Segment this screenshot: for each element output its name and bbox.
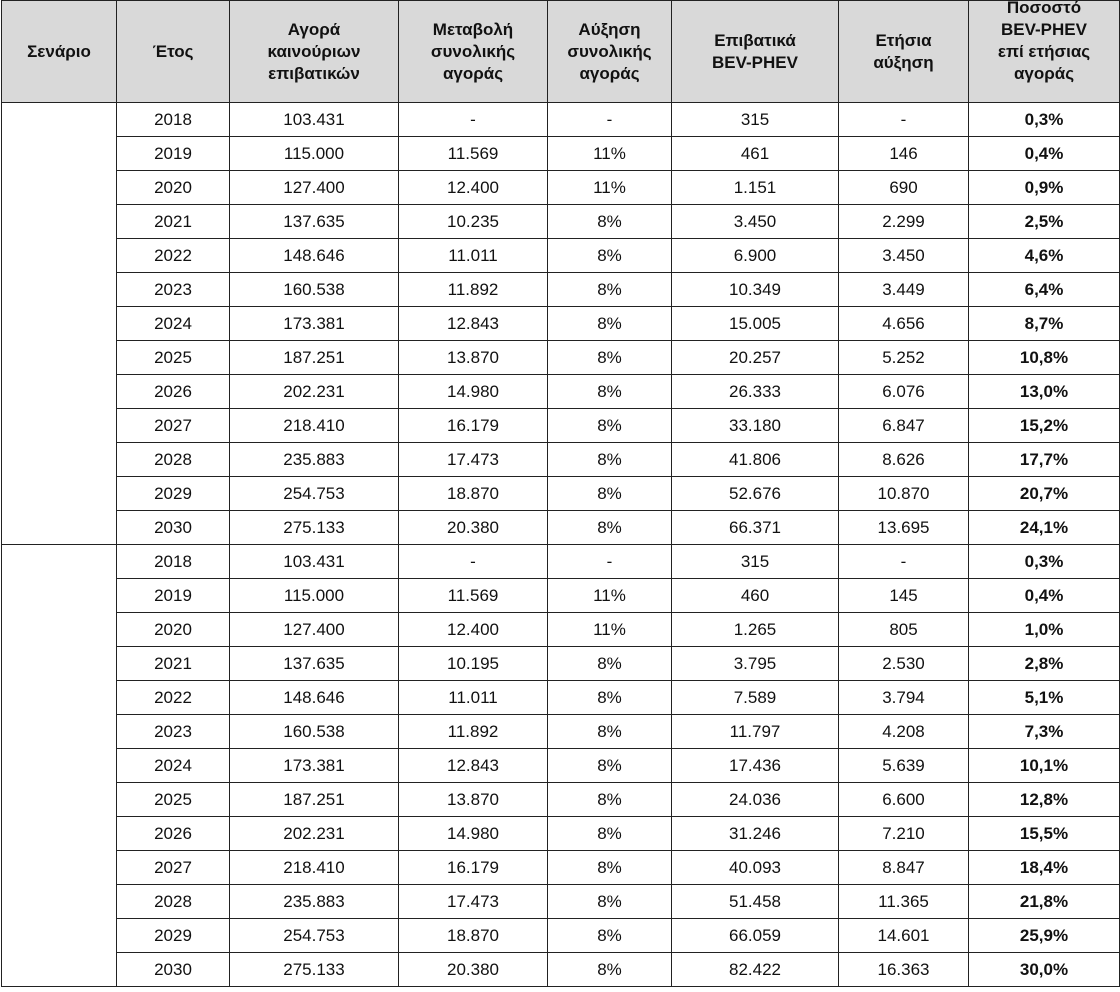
market-change-cell: 11.892: [399, 273, 548, 307]
scenario-label-cell: [2, 103, 117, 545]
new-cars-cell: 202.231: [230, 375, 399, 409]
table-row: [2, 477, 1120, 511]
annual-increase-cell: 5.252: [839, 341, 969, 375]
annual-increase-cell: -: [839, 545, 969, 579]
column-header: [230, 1, 399, 103]
bev-phev-cell: 51.458: [672, 885, 839, 919]
bev-phev-cell: 52.676: [672, 477, 839, 511]
bev-phev-cell: 3.795: [672, 647, 839, 681]
table-row: [2, 171, 1120, 205]
year-cell: 2030: [117, 953, 230, 987]
year-cell: 2028: [117, 443, 230, 477]
market-growth-cell: 8%: [548, 953, 672, 987]
bev-phev-share-cell: 24,1%: [969, 511, 1120, 545]
market-growth-cell: 8%: [548, 749, 672, 783]
market-change-cell: 12.400: [399, 613, 548, 647]
column-header-label: Επιβατικά BEV-PHEV: [712, 30, 798, 72]
market-change-cell: 11.011: [399, 239, 548, 273]
bev-phev-cell: 461: [672, 137, 839, 171]
annual-increase-cell: -: [839, 103, 969, 137]
year-cell: 2021: [117, 205, 230, 239]
year-cell: 2021: [117, 647, 230, 681]
annual-increase-cell: 6.600: [839, 783, 969, 817]
column-header-label: Μεταβολή συνολικής αγοράς: [430, 19, 516, 83]
bev-phev-share-cell: 21,8%: [969, 885, 1120, 919]
market-growth-cell: 8%: [548, 273, 672, 307]
market-growth-cell: 11%: [548, 171, 672, 205]
bev-phev-share-cell: 6,4%: [969, 273, 1120, 307]
market-growth-cell: 8%: [548, 715, 672, 749]
market-growth-cell: -: [548, 545, 672, 579]
table-row: [2, 885, 1120, 919]
bev-phev-cell: 24.036: [672, 783, 839, 817]
annual-increase-cell: 2.530: [839, 647, 969, 681]
column-header: [117, 1, 230, 103]
market-change-cell: 11.011: [399, 681, 548, 715]
bev-phev-share-cell: 17,7%: [969, 443, 1120, 477]
table-row: [2, 545, 1120, 579]
column-header-label: Σενάριο: [27, 41, 91, 61]
market-growth-cell: 8%: [548, 885, 672, 919]
market-change-cell: 12.843: [399, 749, 548, 783]
market-growth-cell: 8%: [548, 409, 672, 443]
year-cell: 2027: [117, 851, 230, 885]
market-growth-cell: 8%: [548, 511, 672, 545]
year-cell: 2029: [117, 477, 230, 511]
new-cars-cell: 103.431: [230, 103, 399, 137]
table-row: [2, 443, 1120, 477]
year-cell: 2026: [117, 817, 230, 851]
column-header: [839, 1, 969, 103]
column-header-label: Αγορά καινούριων επιβατικών: [267, 19, 361, 83]
new-cars-cell: 202.231: [230, 817, 399, 851]
new-cars-cell: 275.133: [230, 511, 399, 545]
market-growth-cell: 8%: [548, 341, 672, 375]
bev-phev-cell: 6.900: [672, 239, 839, 273]
new-cars-cell: 254.753: [230, 919, 399, 953]
new-cars-cell: 235.883: [230, 443, 399, 477]
market-growth-cell: 8%: [548, 205, 672, 239]
market-change-cell: 16.179: [399, 409, 548, 443]
market-change-cell: 14.980: [399, 817, 548, 851]
new-cars-cell: 148.646: [230, 681, 399, 715]
bev-phev-cell: 1.151: [672, 171, 839, 205]
bev-phev-cell: 41.806: [672, 443, 839, 477]
market-change-cell: 11.569: [399, 137, 548, 171]
bev-phev-share-cell: 7,3%: [969, 715, 1120, 749]
annual-increase-cell: 7.210: [839, 817, 969, 851]
bev-phev-share-cell: 0,9%: [969, 171, 1120, 205]
annual-increase-cell: 146: [839, 137, 969, 171]
bev-phev-cell: 315: [672, 545, 839, 579]
bev-phev-share-cell: 0,3%: [969, 545, 1120, 579]
new-cars-cell: 218.410: [230, 409, 399, 443]
year-cell: 2022: [117, 681, 230, 715]
annual-increase-cell: 3.794: [839, 681, 969, 715]
scenario-table: [1, 0, 1120, 987]
new-cars-cell: 115.000: [230, 137, 399, 171]
year-cell: 2023: [117, 273, 230, 307]
bev-phev-cell: 20.257: [672, 341, 839, 375]
table-row: [2, 817, 1120, 851]
bev-phev-share-cell: 20,7%: [969, 477, 1120, 511]
market-growth-cell: 11%: [548, 137, 672, 171]
bev-phev-cell: 15.005: [672, 307, 839, 341]
market-change-cell: 13.870: [399, 783, 548, 817]
table-row: [2, 375, 1120, 409]
table-row: [2, 579, 1120, 613]
annual-increase-cell: 6.847: [839, 409, 969, 443]
market-growth-cell: 8%: [548, 239, 672, 273]
annual-increase-cell: 3.450: [839, 239, 969, 273]
year-cell: 2027: [117, 409, 230, 443]
table-row: [2, 681, 1120, 715]
annual-increase-cell: 4.656: [839, 307, 969, 341]
bev-phev-cell: 82.422: [672, 953, 839, 987]
bev-phev-share-cell: 0,3%: [969, 103, 1120, 137]
market-change-cell: 18.870: [399, 477, 548, 511]
year-cell: 2025: [117, 341, 230, 375]
market-change-cell: 11.892: [399, 715, 548, 749]
column-header-label: Ετήσια αύξηση: [873, 30, 934, 72]
year-cell: 2023: [117, 715, 230, 749]
annual-increase-cell: 10.870: [839, 477, 969, 511]
table-row: [2, 783, 1120, 817]
table-row: [2, 137, 1120, 171]
bev-phev-share-cell: 8,7%: [969, 307, 1120, 341]
new-cars-cell: 173.381: [230, 749, 399, 783]
annual-increase-cell: 2.299: [839, 205, 969, 239]
annual-increase-cell: 16.363: [839, 953, 969, 987]
year-cell: 2028: [117, 885, 230, 919]
market-change-cell: 10.195: [399, 647, 548, 681]
annual-increase-cell: 6.076: [839, 375, 969, 409]
bev-phev-cell: 33.180: [672, 409, 839, 443]
market-change-cell: -: [399, 545, 548, 579]
market-change-cell: 12.400: [399, 171, 548, 205]
market-growth-cell: 8%: [548, 851, 672, 885]
scenario-label-cell: [2, 545, 117, 987]
market-growth-cell: -: [548, 103, 672, 137]
bev-phev-cell: 17.436: [672, 749, 839, 783]
annual-increase-cell: 8.847: [839, 851, 969, 885]
table-row: [2, 715, 1120, 749]
bev-phev-share-cell: 5,1%: [969, 681, 1120, 715]
column-header-label: Αύξηση συνολικής αγοράς: [567, 19, 652, 83]
header-row: [2, 1, 1120, 103]
table-row: [2, 341, 1120, 375]
table-row: [2, 851, 1120, 885]
market-change-cell: 11.569: [399, 579, 548, 613]
new-cars-cell: 127.400: [230, 171, 399, 205]
annual-increase-cell: 11.365: [839, 885, 969, 919]
market-growth-cell: 8%: [548, 647, 672, 681]
year-cell: 2026: [117, 375, 230, 409]
market-growth-cell: 11%: [548, 579, 672, 613]
table-row: [2, 647, 1120, 681]
column-header-label: Έτος: [152, 41, 194, 61]
bev-phev-share-cell: 15,2%: [969, 409, 1120, 443]
market-growth-cell: 8%: [548, 783, 672, 817]
table-row: [2, 273, 1120, 307]
market-change-cell: 10.235: [399, 205, 548, 239]
annual-increase-cell: 145: [839, 579, 969, 613]
bev-phev-share-cell: 13,0%: [969, 375, 1120, 409]
year-cell: 2024: [117, 307, 230, 341]
new-cars-cell: 235.883: [230, 885, 399, 919]
column-header: [2, 1, 117, 103]
market-change-cell: 13.870: [399, 341, 548, 375]
bev-phev-share-cell: 10,1%: [969, 749, 1120, 783]
annual-increase-cell: 690: [839, 171, 969, 205]
market-growth-cell: 8%: [548, 477, 672, 511]
market-change-cell: 17.473: [399, 885, 548, 919]
annual-increase-cell: 3.449: [839, 273, 969, 307]
bev-phev-cell: 11.797: [672, 715, 839, 749]
new-cars-cell: 137.635: [230, 205, 399, 239]
table-row: [2, 103, 1120, 137]
year-cell: 2020: [117, 613, 230, 647]
table-row: [2, 239, 1120, 273]
market-change-cell: 14.980: [399, 375, 548, 409]
bev-phev-share-cell: 30,0%: [969, 953, 1120, 987]
column-header: [969, 1, 1120, 103]
new-cars-cell: 160.538: [230, 715, 399, 749]
year-cell: 2029: [117, 919, 230, 953]
table-row: [2, 919, 1120, 953]
new-cars-cell: 160.538: [230, 273, 399, 307]
bev-phev-cell: 315: [672, 103, 839, 137]
market-change-cell: 20.380: [399, 511, 548, 545]
year-cell: 2025: [117, 783, 230, 817]
column-header: [548, 1, 672, 103]
new-cars-cell: 187.251: [230, 783, 399, 817]
column-header: [672, 1, 839, 103]
market-growth-cell: 8%: [548, 681, 672, 715]
market-change-cell: 16.179: [399, 851, 548, 885]
bev-phev-share-cell: 10,8%: [969, 341, 1120, 375]
annual-increase-cell: 5.639: [839, 749, 969, 783]
market-growth-cell: 8%: [548, 919, 672, 953]
bev-phev-cell: 10.349: [672, 273, 839, 307]
bev-phev-cell: 66.059: [672, 919, 839, 953]
bev-phev-share-cell: 1,0%: [969, 613, 1120, 647]
market-change-cell: 12.843: [399, 307, 548, 341]
year-cell: 2024: [117, 749, 230, 783]
market-growth-cell: 11%: [548, 613, 672, 647]
table-row: [2, 409, 1120, 443]
table-row: [2, 953, 1120, 987]
new-cars-cell: 137.635: [230, 647, 399, 681]
bev-phev-cell: 3.450: [672, 205, 839, 239]
table-body: [2, 103, 1120, 987]
bev-phev-share-cell: 2,8%: [969, 647, 1120, 681]
bev-phev-cell: 40.093: [672, 851, 839, 885]
market-change-cell: 20.380: [399, 953, 548, 987]
year-cell: 2019: [117, 579, 230, 613]
new-cars-cell: 173.381: [230, 307, 399, 341]
new-cars-cell: 218.410: [230, 851, 399, 885]
column-header-label: Ποσοστό BEV-PHEV επί ετήσιας αγοράς: [997, 0, 1091, 83]
bev-phev-cell: 7.589: [672, 681, 839, 715]
table-row: [2, 205, 1120, 239]
bev-phev-cell: 1.265: [672, 613, 839, 647]
market-change-cell: 18.870: [399, 919, 548, 953]
column-header: [399, 1, 548, 103]
annual-increase-cell: 4.208: [839, 715, 969, 749]
market-growth-cell: 8%: [548, 307, 672, 341]
bev-phev-share-cell: 0,4%: [969, 137, 1120, 171]
bev-phev-cell: 66.371: [672, 511, 839, 545]
bev-phev-share-cell: 12,8%: [969, 783, 1120, 817]
bev-phev-share-cell: 15,5%: [969, 817, 1120, 851]
annual-increase-cell: 8.626: [839, 443, 969, 477]
market-growth-cell: 8%: [548, 817, 672, 851]
bev-phev-cell: 26.333: [672, 375, 839, 409]
annual-increase-cell: 805: [839, 613, 969, 647]
bev-phev-share-cell: 0,4%: [969, 579, 1120, 613]
new-cars-cell: 187.251: [230, 341, 399, 375]
new-cars-cell: 254.753: [230, 477, 399, 511]
new-cars-cell: 275.133: [230, 953, 399, 987]
market-growth-cell: 8%: [548, 443, 672, 477]
bev-phev-share-cell: 18,4%: [969, 851, 1120, 885]
table-row: [2, 511, 1120, 545]
new-cars-cell: 127.400: [230, 613, 399, 647]
annual-increase-cell: 13.695: [839, 511, 969, 545]
annual-increase-cell: 14.601: [839, 919, 969, 953]
new-cars-cell: 148.646: [230, 239, 399, 273]
year-cell: 2022: [117, 239, 230, 273]
bev-phev-share-cell: 2,5%: [969, 205, 1120, 239]
year-cell: 2020: [117, 171, 230, 205]
bev-phev-cell: 31.246: [672, 817, 839, 851]
year-cell: 2018: [117, 545, 230, 579]
year-cell: 2018: [117, 103, 230, 137]
market-change-cell: 17.473: [399, 443, 548, 477]
table-row: [2, 749, 1120, 783]
table-row: [2, 307, 1120, 341]
new-cars-cell: 103.431: [230, 545, 399, 579]
bev-phev-share-cell: 25,9%: [969, 919, 1120, 953]
bev-phev-share-cell: 4,6%: [969, 239, 1120, 273]
market-growth-cell: 8%: [548, 375, 672, 409]
market-change-cell: -: [399, 103, 548, 137]
bev-phev-cell: 460: [672, 579, 839, 613]
year-cell: 2030: [117, 511, 230, 545]
table-row: [2, 613, 1120, 647]
new-cars-cell: 115.000: [230, 579, 399, 613]
year-cell: 2019: [117, 137, 230, 171]
